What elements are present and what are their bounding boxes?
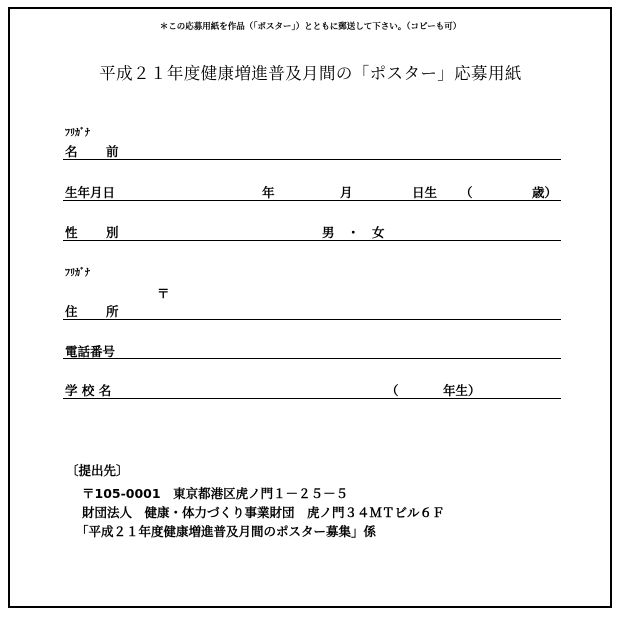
birth-date-label: 生年月日	[65, 185, 116, 200]
grade-open-paren: （	[386, 383, 399, 398]
age-label: 歳）	[532, 185, 558, 200]
gender-options[interactable]: 男 ・ 女	[322, 225, 385, 240]
submission-organization-line: 財団法人 健康・体力づくり事業財団 虎ノ門３４ＭＴビル６Ｆ	[82, 505, 445, 520]
submission-department-line: 「平成２１年度健康増進普及月間のポスター募集」係	[76, 524, 377, 539]
gender-field-line	[63, 240, 561, 241]
furigana-label-address: ﾌﾘｶﾞﾅ	[65, 268, 90, 279]
month-label: 月	[340, 185, 353, 200]
phone-label: 電話番号	[65, 344, 116, 359]
name-field-line[interactable]	[63, 159, 561, 160]
gender-label: 性 別	[65, 225, 127, 240]
birth-date-field-line[interactable]	[63, 200, 561, 201]
name-label: 名 前	[65, 144, 127, 159]
mailing-note: ＊この応募用紙を作品（「ポスター」）とともに郵送して下さい。（コピーも可）	[159, 22, 462, 32]
furigana-label-name: ﾌﾘｶﾞﾅ	[65, 128, 90, 139]
school-field-line[interactable]	[63, 398, 561, 399]
school-label: 学 校 名	[65, 383, 112, 398]
phone-field-line[interactable]	[63, 358, 561, 359]
submission-address-line: 〒105-0001 東京都港区虎ノ門１－２５－５	[82, 486, 349, 501]
page-title: 平成２１年度健康増進普及月間の「ポスター」応募用紙	[99, 64, 522, 83]
submission-heading: 〔提出先〕	[66, 463, 129, 478]
address-field-line[interactable]	[63, 319, 561, 320]
postal-mark: 〒	[157, 286, 170, 301]
address-label: 住 所	[65, 304, 127, 319]
day-label: 日生	[412, 185, 438, 200]
year-label: 年	[262, 185, 275, 200]
age-open-paren: （	[460, 185, 473, 200]
grade-label: 年生）	[443, 383, 481, 398]
